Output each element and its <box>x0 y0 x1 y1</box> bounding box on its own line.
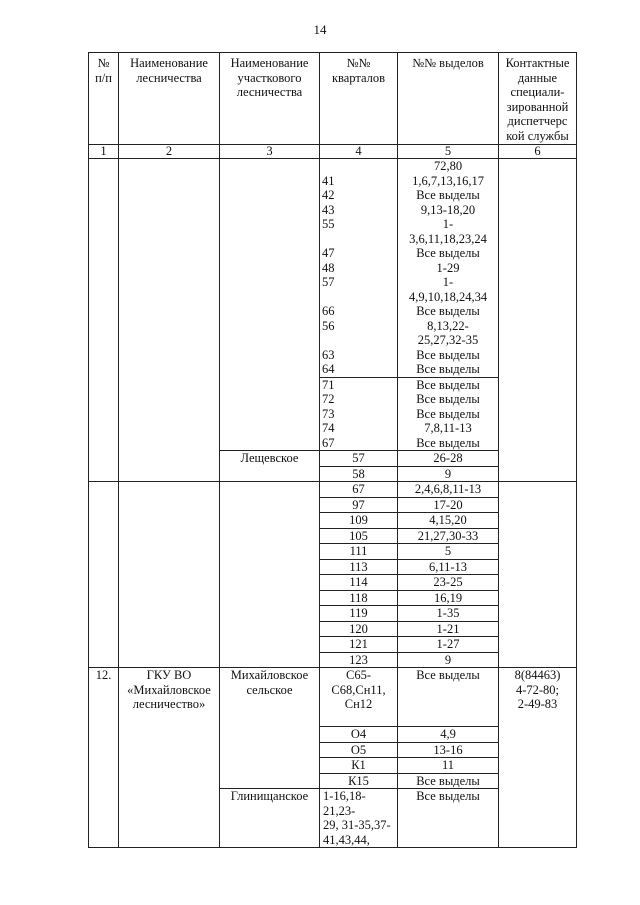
contact-cell <box>499 482 577 668</box>
quarter-cell: 120 <box>320 621 398 637</box>
column-number: 4 <box>320 145 398 159</box>
quarter-cell: 74 <box>320 421 398 436</box>
forestry-cell <box>119 159 220 482</box>
quarter-cell: К15 <box>320 773 398 789</box>
quarter-cell <box>320 159 398 174</box>
num-cell: 12. <box>89 668 119 848</box>
quarter-cell: 56 <box>320 319 398 348</box>
quarter-cell: 73 <box>320 407 398 422</box>
allotment-cell: Все выделы <box>398 407 499 422</box>
allotment-cell: 1-29 <box>398 261 499 276</box>
allotment-cell: 23-25 <box>398 575 499 591</box>
allotment-cell: Все выделы <box>398 348 499 363</box>
quarter-cell: 118 <box>320 590 398 606</box>
allotment-cell: Все выделы <box>398 436 499 451</box>
allotment-cell: Все выделы <box>398 392 499 407</box>
quarter-cell: 42 <box>320 188 398 203</box>
num-cell <box>89 159 119 482</box>
allotment-cell: 6,11-13 <box>398 559 499 575</box>
quarter-cell: 109 <box>320 513 398 529</box>
quarter-cell: 113 <box>320 559 398 575</box>
allotment-cell: 4,15,20 <box>398 513 499 529</box>
column-number: 2 <box>119 145 220 159</box>
header-cell: Наименование лесничества <box>119 53 220 145</box>
allotment-cell: 1- 4,9,10,18,24,34 <box>398 275 499 304</box>
forestry-cell <box>119 482 220 668</box>
district-cell <box>220 159 320 451</box>
column-number: 5 <box>398 145 499 159</box>
quarter-cell: 114 <box>320 575 398 591</box>
allotment-cell: Все выделы <box>398 304 499 319</box>
header-row <box>89 53 577 145</box>
allotment-cell: 7,8,11-13 <box>398 421 499 436</box>
allotment-cell: 9,13-18,20 <box>398 203 499 218</box>
quarter-cell: 105 <box>320 528 398 544</box>
allotment-cell: 8,13,22- 25,27,32-35 <box>398 319 499 348</box>
quarter-cell: 41 <box>320 174 398 189</box>
quarter-cell: О5 <box>320 742 398 758</box>
allotment-cell: 2,4,6,8,11-13 <box>398 482 499 498</box>
allotment-cell: Все выделы <box>398 789 499 848</box>
quarter-cell: 72 <box>320 392 398 407</box>
quarter-cell: 57 <box>320 275 398 304</box>
quarter-cell: 55 <box>320 217 398 246</box>
quarter-cell: 67 <box>320 436 398 451</box>
district-cell: Лещевское <box>220 451 320 482</box>
allotment-cell: 13-16 <box>398 742 499 758</box>
quarter-cell: 43 <box>320 203 398 218</box>
quarter-cell: 121 <box>320 637 398 653</box>
allotment-cell: 21,27,30-33 <box>398 528 499 544</box>
allotment-cell: Все выделы <box>398 668 499 727</box>
quarter-cell: 48 <box>320 261 398 276</box>
quarter-cell: 58 <box>320 466 398 482</box>
allotment-cell: 1-35 <box>398 606 499 622</box>
num-cell <box>89 482 119 668</box>
allotment-cell: Все выделы <box>398 362 499 377</box>
header-cell: №№ выделов <box>398 53 499 145</box>
allotment-cell: 1-27 <box>398 637 499 653</box>
header-cell: Контактные данные специали- зированной диспетчерс кой службы <box>499 53 577 145</box>
column-number: 1 <box>89 145 119 159</box>
allotment-cell: Все выделы <box>398 377 499 392</box>
header-cell: № п/п <box>89 53 119 145</box>
page-number: 14 <box>313 22 327 37</box>
allotment-cell: 16,19 <box>398 590 499 606</box>
quarter-cell: К1 <box>320 758 398 774</box>
allotment-cell: Все выделы <box>398 773 499 789</box>
allotment-cell: 9 <box>398 466 499 482</box>
column-number-row <box>89 145 577 159</box>
quarter-cell: 64 <box>320 362 398 377</box>
district-cell <box>220 482 320 668</box>
quarter-cell: 97 <box>320 497 398 513</box>
forestry-cell: ГКУ ВО «Михайловское лесничество» <box>119 668 220 848</box>
quarter-cell: 57 <box>320 451 398 467</box>
quarter-cell: 1-16,18-21,23- 29, 31-35,37- 41,43,44, <box>320 789 398 848</box>
allotment-cell: 9 <box>398 652 499 668</box>
allotment-cell: Все выделы <box>398 246 499 261</box>
quarter-cell: 63 <box>320 348 398 363</box>
contact-cell: 8(84463) 4-72-80; 2-49-83 <box>499 668 577 848</box>
allotment-cell: 4,9 <box>398 727 499 743</box>
column-number: 6 <box>499 145 577 159</box>
quarter-cell: 71 <box>320 377 398 392</box>
forestry-table <box>88 52 577 848</box>
quarter-cell: 47 <box>320 246 398 261</box>
allotment-cell: 1- 3,6,11,18,23,24 <box>398 217 499 246</box>
quarter-cell: С65- С68,Сн11, Сн12 <box>320 668 398 727</box>
contact-cell <box>499 159 577 482</box>
quarter-cell: О4 <box>320 727 398 743</box>
header-cell: №№ кварталов <box>320 53 398 145</box>
header-cell: Наименование участкового лесничества <box>220 53 320 145</box>
allotment-cell: Все выделы <box>398 188 499 203</box>
allotment-cell: 1-21 <box>398 621 499 637</box>
quarter-cell: 111 <box>320 544 398 560</box>
table-row <box>89 482 577 498</box>
column-number: 3 <box>220 145 320 159</box>
quarter-cell: 119 <box>320 606 398 622</box>
allotment-cell: 17-20 <box>398 497 499 513</box>
allotment-cell: 5 <box>398 544 499 560</box>
allotment-cell: 72,80 <box>398 159 499 174</box>
allotment-cell: 1,6,7,13,16,17 <box>398 174 499 189</box>
district-cell: Михайловское сельское <box>220 668 320 789</box>
district-cell: Глинищанское <box>220 789 320 848</box>
allotment-cell: 26-28 <box>398 451 499 467</box>
table-row <box>89 668 577 727</box>
quarter-cell: 67 <box>320 482 398 498</box>
quarter-cell: 123 <box>320 652 398 668</box>
table-row <box>89 159 577 174</box>
allotment-cell: 11 <box>398 758 499 774</box>
quarter-cell: 66 <box>320 304 398 319</box>
